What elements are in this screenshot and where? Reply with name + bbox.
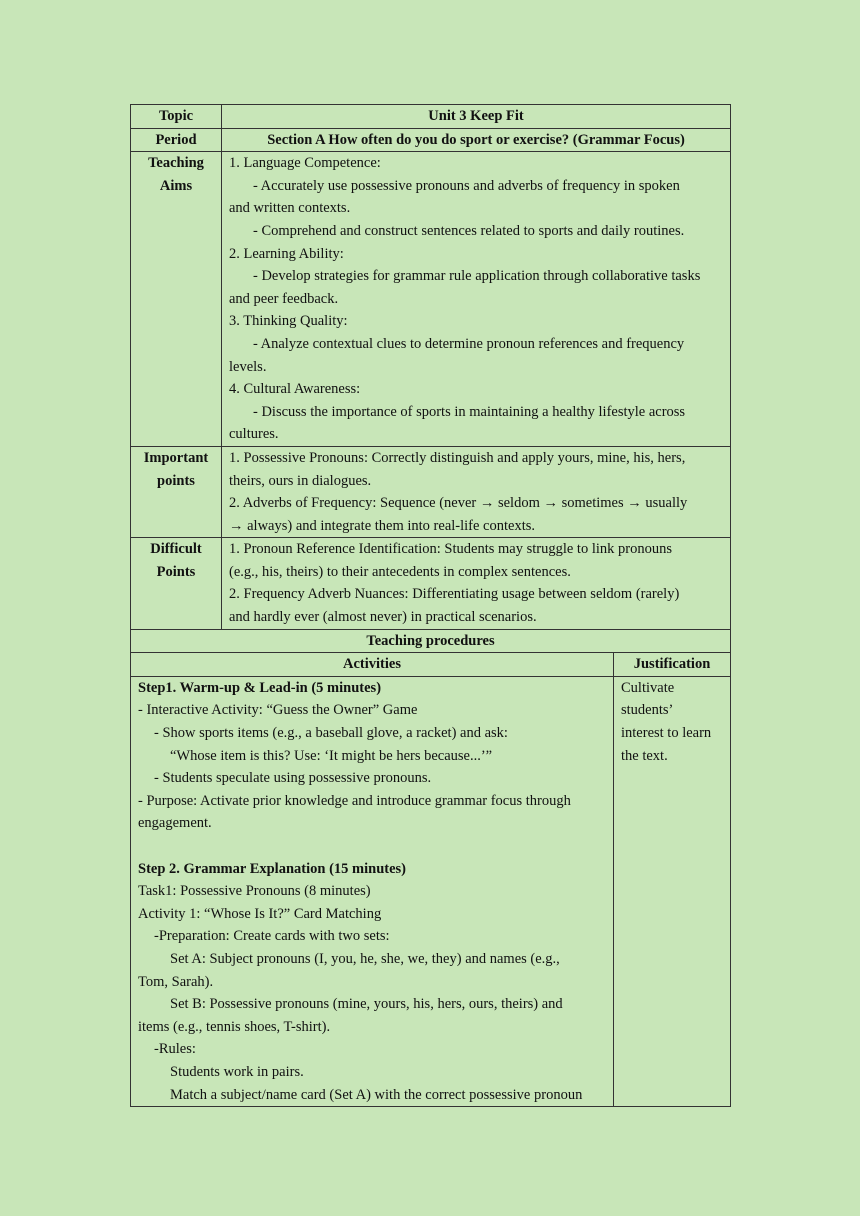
activity-line: items (e.g., tennis shoes, T-shirt). xyxy=(138,1018,331,1035)
activity-line: - Interactive Activity: “Guess the Owner” Game xyxy=(138,702,418,719)
difficult-content xyxy=(222,538,731,629)
activity-line: Set B: Possessive pronouns (mine, yours, his, hers, ours, theirs) and xyxy=(170,996,563,1013)
difficult-row xyxy=(131,538,731,629)
difficult-line: 2. Frequency Adverb Nuances: Differentiating usage between seldom (rarely) xyxy=(229,586,680,603)
period-row xyxy=(131,128,731,152)
justification-line: the text. xyxy=(621,747,668,764)
difficult-line: and hardly ever (almost never) in practical scenarios. xyxy=(229,609,537,626)
activity-line: -Rules: xyxy=(154,1041,196,1058)
procedures-body-row xyxy=(131,676,731,1106)
important-line: 2. Adverbs of Frequency: Sequence (never → seldom → sometimes → usually xyxy=(229,495,688,512)
aims-content xyxy=(222,152,731,447)
blank-line xyxy=(138,835,606,858)
aims-line: - Develop strategies for grammar rule application through collaborative tasks xyxy=(253,268,701,285)
important-line: theirs, ours in dialogues. xyxy=(229,472,372,489)
activity-line: Tom, Sarah). xyxy=(138,973,214,990)
topic-value: Unit 3 Keep Fit xyxy=(222,105,731,129)
topic-row xyxy=(131,105,731,129)
aims-line: - Analyze contextual clues to determine pronoun references and frequency xyxy=(253,335,685,352)
activity-line: Students work in pairs. xyxy=(170,1063,304,1080)
aims-line: 4. Cultural Awareness: xyxy=(229,381,361,398)
aims-line: and written contexts. xyxy=(229,200,351,217)
activity-line: “Whose item is this? Use: ‘It might be hers because...’” xyxy=(170,747,493,764)
procedures-title: Teaching procedures xyxy=(131,629,731,653)
aims-label xyxy=(131,152,222,447)
aims-label-line: Aims xyxy=(159,177,193,194)
activity-line: Set A: Subject pronouns (I, you, he, she, we, they) and names (e.g., xyxy=(170,950,560,967)
aims-line: 1. Language Competence: xyxy=(229,155,381,172)
important-label xyxy=(131,446,222,537)
important-line: → always) and integrate them into real-life contexts. xyxy=(229,517,536,534)
important-label-line: Important xyxy=(143,449,209,466)
justification-line: Cultivate xyxy=(621,679,675,696)
difficult-line: 1. Pronoun Reference Identification: Students may struggle to link pronouns xyxy=(229,541,672,558)
period-value: Section A How often do you do sport or exercise? (Grammar Focus) xyxy=(222,128,731,152)
activity-line: - Show sports items (e.g., a baseball glove, a racket) and ask: xyxy=(154,725,508,742)
justification-header: Justification xyxy=(614,653,731,677)
difficult-line: (e.g., his, theirs) to their antecedents in complex sentences. xyxy=(229,563,571,580)
aims-line: - Accurately use possessive pronouns and adverbs of frequency in spoken xyxy=(253,177,680,194)
step-heading: Step 2. Grammar Explanation (15 minutes) xyxy=(138,860,406,877)
topic-label: Topic xyxy=(131,105,222,129)
aims-row xyxy=(131,152,731,447)
aims-line: cultures. xyxy=(229,426,279,443)
activities-content xyxy=(131,676,614,1106)
activity-line: Activity 1: “Whose Is It?” Card Matching xyxy=(138,905,382,922)
aims-line: 3. Thinking Quality: xyxy=(229,313,348,330)
aims-line: - Comprehend and construct sentences related to sports and daily routines. xyxy=(253,222,685,239)
activity-line: - Students speculate using possessive pronouns. xyxy=(154,770,432,787)
activities-header: Activities xyxy=(131,653,614,677)
aims-line: 2. Learning Ability: xyxy=(229,245,344,262)
difficult-label-line: Points xyxy=(156,563,196,580)
period-label: Period xyxy=(131,128,222,152)
justification-content xyxy=(614,676,731,1106)
aims-line: and peer feedback. xyxy=(229,290,339,307)
activity-line: Task1: Possessive Pronouns (8 minutes) xyxy=(138,883,371,900)
lesson-plan-table xyxy=(130,104,731,1107)
step-heading: Step1. Warm-up & Lead-in (5 minutes) xyxy=(138,679,382,696)
important-line: 1. Possessive Pronouns: Correctly distinguish and apply yours, mine, his, hers, xyxy=(229,449,686,466)
aims-line: levels. xyxy=(229,358,267,375)
procedures-title-row xyxy=(131,629,731,653)
justification-line: students’ xyxy=(621,702,674,719)
activity-line: engagement. xyxy=(138,815,212,832)
justification-line: interest to learn xyxy=(621,725,712,742)
aims-line: - Discuss the importance of sports in maintaining a healthy lifestyle across xyxy=(253,403,686,420)
activity-line: -Preparation: Create cards with two sets: xyxy=(154,928,390,945)
aims-label-line: Teaching xyxy=(148,155,204,172)
difficult-label xyxy=(131,538,222,629)
procedures-header-row xyxy=(131,653,731,677)
difficult-label-line: Difficult xyxy=(150,541,202,558)
activity-line: - Purpose: Activate prior knowledge and introduce grammar focus through xyxy=(138,792,571,809)
important-row xyxy=(131,446,731,537)
important-content xyxy=(222,446,731,537)
activity-line: Match a subject/name card (Set A) with the correct possessive pronoun xyxy=(170,1086,583,1103)
important-label-line: points xyxy=(157,472,195,489)
